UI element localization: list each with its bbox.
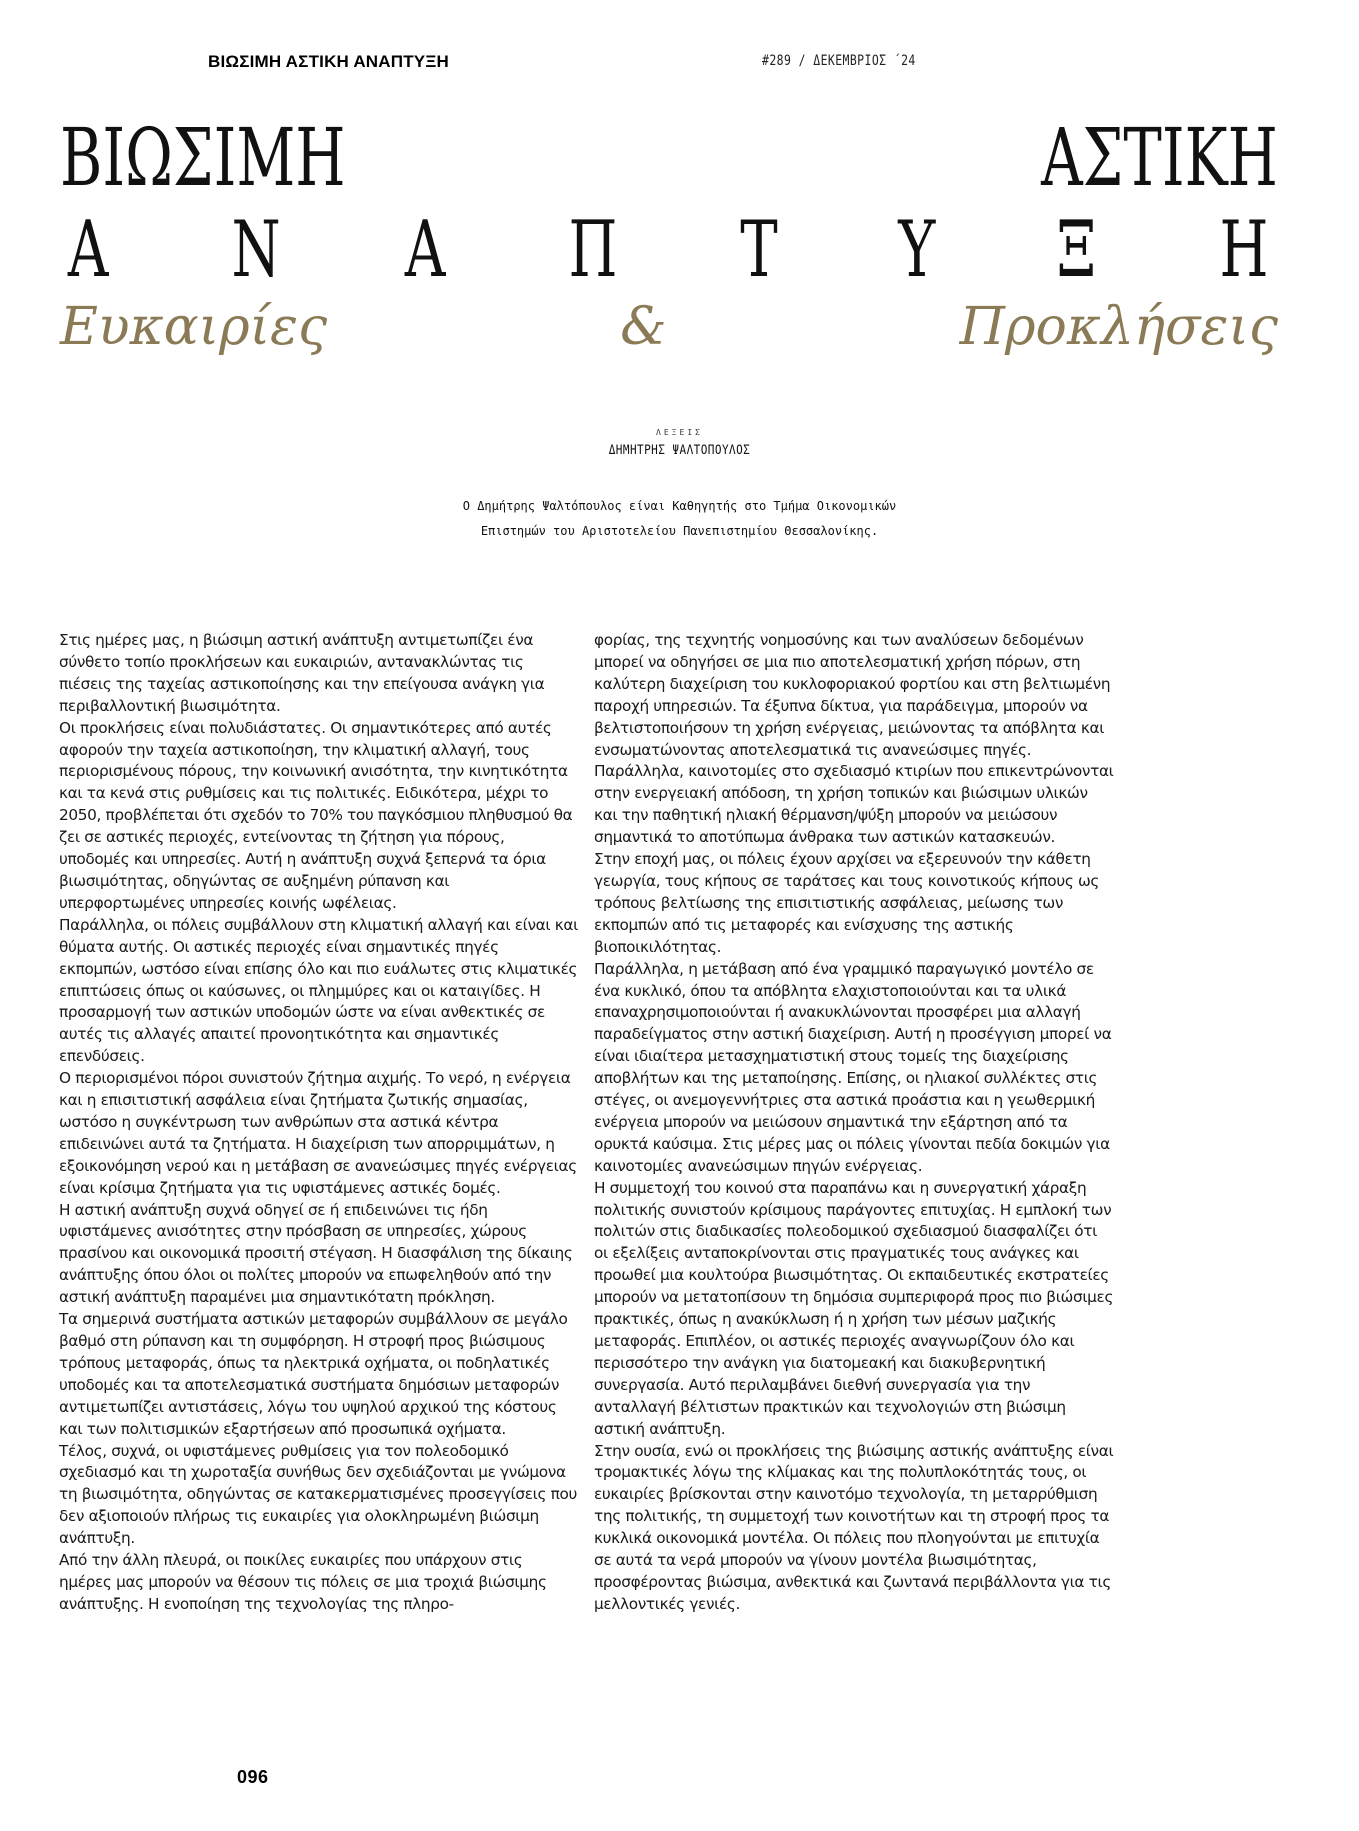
paragraph: φορίας, της τεχνητής νοημοσύνης και των αναλύσεων δεδομένων μπορεί να οδηγήσει σε μια πιο αποτελεσματική χρήση πόρων, στη καλύτερη διαχείριση του κυκλοφοριακού φορτίου και στη βελτιωμένη παροχή υπηρεσιών. Τα έξυπνα δίκτυα, για παράδειγμα, μπορούν να βελτιστοποιήσουν τη χρήση ενέργειας, μειώνοντας τα απόβλητα και ενσωματώνοντας αποτελεσματικά τις ανανεώσιμες πηγές. bbox=[594, 631, 1111, 759]
bio-line: Ο Δημήτρης Ψαλτόπουλος είναι Καθηγητής στο Τμήμα Οικονομικών bbox=[462, 499, 897, 513]
title-letter: Τ bbox=[740, 205, 779, 295]
bio-line: Επιστημών του Αριστοτελείου Πανεπιστημίου Θεσσαλονίκης. bbox=[480, 524, 879, 538]
author-bio bbox=[0, 494, 1359, 544]
paragraph: Στην εποχή μας, οι πόλεις έχουν αρχίσει να εξερευνούν την κάθετη γεωργία, τους κήπους σε ταράτσες και τους κοινοτικούς κήπους ως τρόπους βελτίωσης της επισιτιστικής ασφάλειας, μείωσης των εκπομπών από τις μεταφορές και ενίσχυσης της αστικής βιοποικιλότητας. bbox=[594, 850, 1100, 956]
title-word-left: ΒΙΩΣΙΜΗ bbox=[60, 111, 346, 204]
paragraph: Τα σημερινά συστήματα αστικών μεταφορών συμβάλλουν σε μεγάλο βαθμό στη ρύπανση και τη συμφόρηση. Η στροφή προς βιώσιμους τρόπους μεταφοράς, όπως τα ηλεκτρικά οχήματα, οι ποδηλατικές υποδομές και τα αποτελεσματικά συστήματα δημόσιων μεταφορών αντιμετωπίζει αντιστάσεις, λόγω του υψηλού αρχικού της κόστους και των πολιτισμικών εξαρτήσεων από προσωπικά οχήματα. bbox=[59, 1310, 568, 1438]
subtitle-left: Ευκαιρίες bbox=[60, 297, 328, 357]
section-label: ΒΙΩΣΙΜΗ ΑΣΤΙΚΗ ΑΝΑΠΤΥΞΗ bbox=[208, 52, 449, 71]
paragraph: Οι προκλήσεις είναι πολυδιάστατες. Οι σημαντικότερες από αυτές αφορούν την ταχεία αστικοποίηση, την κλιματική αλλαγή, τους περιορισμένους πόρους, την κοινωνική ανισότητα, την κινητικότητα και τα κενά στις ρυθμίσεις και τις πολιτικές. Ειδικότερα, μέχρι το 2050, προβλέπεται ότι σχεδόν το 70% του παγκόσμιου πληθυσμού θα ζει σε αστικές περιοχές, εντείνοντας τη ζήτηση για πόρους, υποδομές και υπηρεσίες. Αυτή η ανάπτυξη συχνά ξεπερνά τα όρια βιωσιμότητας, οδηγώντας σε αυξημένη ρύπανση και υπερφορτωμένες υπηρεσίες κοινής ωφέλειας. bbox=[59, 718, 573, 912]
byline bbox=[0, 428, 1359, 458]
paragraph: Η συμμετοχή του κοινού στα παραπάνω και η συνεργατική χάραξη πολιτικής συνιστούν κρίσιμους παράγοντες επιτυχίας. Η εμπλοκή των πολιτών στις διαδικασίες πολεοδομικού σχεδιασμού διασφαλίζει ότι οι εξελίξεις ανταποκρίνονται στις πραγματικές τους ανάγκες και προωθεί μια κουλτούρα βιωσιμότητας. Οι εκπαιδευτικές εκστρατείες μπορούν να μετατοπίσουν τη δημόσια συμπεριφορά προς πιο βιώσιμες πρακτικές, όπως η ανακύκλωση ή η χρήση των μέσων μαζικής μεταφοράς. Επιπλέον, οι αστικές περιοχές αναγνωρίζουν όλο και περισσότερο την ανάγκη για διατομεακή και διακυβερνητική συνεργασία. Αυτό περιλαμβάνει διεθνή συνεργασία για την ανταλλαγή βέλτιστων πρακτικών και τεχνολογιών στη βιώσιμη αστική ανάπτυξη. bbox=[594, 1178, 1114, 1438]
title-letter: Ν bbox=[231, 205, 282, 295]
running-header bbox=[0, 52, 1359, 76]
title-letter: Α bbox=[404, 205, 446, 295]
issue-date-label: #289 / ΔΕΚΕΜΒΡΙΟΣ ΄24 bbox=[762, 53, 916, 69]
title-word-right: ΑΣΤΙΚΗ bbox=[1041, 111, 1278, 204]
title-line-2 bbox=[60, 205, 1278, 295]
title-line-1 bbox=[60, 111, 1278, 204]
paragraph: Τέλος, συχνά, οι υφιστάμενες ρυθμίσεις για τον πολεοδομικό σχεδιασμό και τη χωροταξία συνήθως δεν σχεδιάζονται με γνώμονα τη βιωσιμότητα, οδηγώντας σε κατακερματισμένες προσεγγίσεις που δεν αξιοποιούν πλήρως τις ευκαιρίες για ολοκληρωμένη βιώσιμη ανάπτυξη. bbox=[59, 1441, 577, 1548]
byline-label: ΛΕΞΕΙΣ bbox=[656, 428, 703, 437]
paragraph: Ο περιορισμένοι πόροι συνιστούν ζήτημα αιχμής. Το νερό, η ενέργεια και η επισιτιστική ασφάλεια είναι ζητήματα ζωτικής σημασίας, ωστόσο η συγκέντρωση των ανθρώπων στα αστικά κέντρα επιδεινώνει αυτά τα ζητήματα. Η διαχείριση των απορριμμάτων, η εξοικονόμηση νερού και η μετάβαση σε ανανεώσιμες πηγές ενέργειας είναι κρίσιμα ζητήματα για τις υφιστάμενες αστικές δομές. bbox=[59, 1069, 577, 1197]
paragraph: Παράλληλα, η μετάβαση από ένα γραμμικό παραγωγικό μοντέλο σε ένα κυκλικό, όπου τα απόβλητα ελαχιστοποιούνται και τα υλικά επαναχρησιμοποιούνται ή ανακυκλώνονται προσφέρει μια αλλαγή παραδείγματος στην αστική διαχείριση. Αυτή η προσέγγιση μπορεί να είναι ιδιαίτερα μετασχηματιστική στους τομείς της διαχείρισης αποβλήτων και της μεταποίησης. Επίσης, οι ηλιακοί συλλέκτες στις στέγες, οι ανεμογεννήτριες στα αστικά προάστια και η γεωθερμική ενέργεια μπορούν να μειώσουν σημαντικά την εξάρτηση από τα ορυκτά καύσιμα. Στις μέρες μας οι πόλεις γίνονται πεδία δοκιμών για καινοτομίες ανανεώσιμων πηγών ενέργειας. bbox=[594, 959, 1112, 1175]
paragraph: Παράλληλα, οι πόλεις συμβάλλουν στη κλιματική αλλαγή και είναι και θύματα αυτής. Οι αστικές περιοχές είναι σημαντικές πηγές εκπομπών, ωστόσο είναι επίσης όλο και πιο ευάλωτες στις κλιματικές επιπτώσεις όπως οι καύσωνες, οι πλημμύρες και οι καταιγίδες. Η προσαρμογή των αστικών υποδομών ώστε να είναι ανθεκτικές σε αυτές τις αλλαγές απαιτεί προνοητικότητα και σημαντικές επενδύσεις. bbox=[59, 915, 578, 1066]
paragraph: Η αστική ανάπτυξη συχνά οδηγεί σε ή επιδεινώνει τις ήδη υφιστάμενες ανισότητες στην πρόσβαση σε υπηρεσίες, χώρους πρασίνου και οικονομικά προσιτή στέγαση. Η διασφάλιση της δίκαιης ανάπτυξης όπου όλοι οι πολίτες μπορούν να επωφεληθούν από την αστική ανάπτυξη παραμένει μια σημαντικότατη πρόκληση. bbox=[59, 1200, 573, 1307]
page-number: 096 bbox=[237, 1767, 269, 1787]
title-letter: Π bbox=[568, 205, 618, 295]
subtitle bbox=[60, 292, 1278, 362]
paragraph: Παράλληλα, καινοτομίες στο σχεδιασμό κτιρίων που επικεντρώνονται στην ενεργειακή απόδοση, τη χρήση τοπικών και βιώσιμων υλικών και την παθητική ηλιακή θέρμανση/ψύξη μπορούν να μειώσουν σημαντικά το αποτύπωμα άνθρακα των αστικών κατασκευών. bbox=[594, 762, 1114, 847]
body-column-right bbox=[594, 630, 1114, 1616]
subtitle-right: Προκλήσεις bbox=[959, 297, 1278, 357]
body-column-left bbox=[59, 630, 579, 1616]
title-letter: Υ bbox=[898, 205, 936, 295]
paragraph: Από την άλλη πλευρά, οι ποικίλες ευκαιρίες που υπάρχουν στις ημέρες μας μπορούν να θέσουν τις πόλεις σε μια τροχιά βιώσιμης ανάπτυξης. Η ενοποίηση της τεχνολογίας της πληρο- bbox=[59, 1551, 547, 1613]
title-letter: Ξ bbox=[1056, 205, 1097, 295]
paragraph: Στις ημέρες μας, η βιώσιμη αστική ανάπτυξη αντιμετωπίζει ένα σύνθετο τοπίο προκλήσεων και ευκαιριών, αντανακλώντας τις πιέσεις της ταχείας αστικοποίησης και την επείγουσα ανάγκη για περιβαλλοντική βιωσιμότητα. bbox=[59, 631, 545, 715]
subtitle-ampersand: & bbox=[620, 297, 667, 357]
title-letter: Α bbox=[67, 205, 109, 295]
title-letter: Η bbox=[1219, 205, 1269, 295]
author-name: ΔΗΜΗΤΡΗΣ ΨΑΛΤΟΠΟΥΛΟΣ bbox=[608, 443, 751, 458]
paragraph: Στην ουσία, ενώ οι προκλήσεις της βιώσιμης αστικής ανάπτυξης είναι τρομακτικές λόγω της κλίμακας και της πολυπλοκότητάς τους, οι ευκαιρίες βρίσκονται στην καινοτόμο τεχνολογία, τη μεταρρύθμιση της πολιτικής, τη συμμετοχή των κοινοτήτων και τη στροφή προς τα κυκλικά οικονομικά μοντέλα. Οι πόλεις που πλοηγούνται με επιτυχία σε αυτά τα νερά μπορούν να γίνουν μοντέλα βιωσιμότητας, προσφέροντας βιώσιμα, ανθεκτικά και ζωντανά περιβάλλοντα για τις μελλοντικές γενιές. bbox=[594, 1441, 1114, 1613]
